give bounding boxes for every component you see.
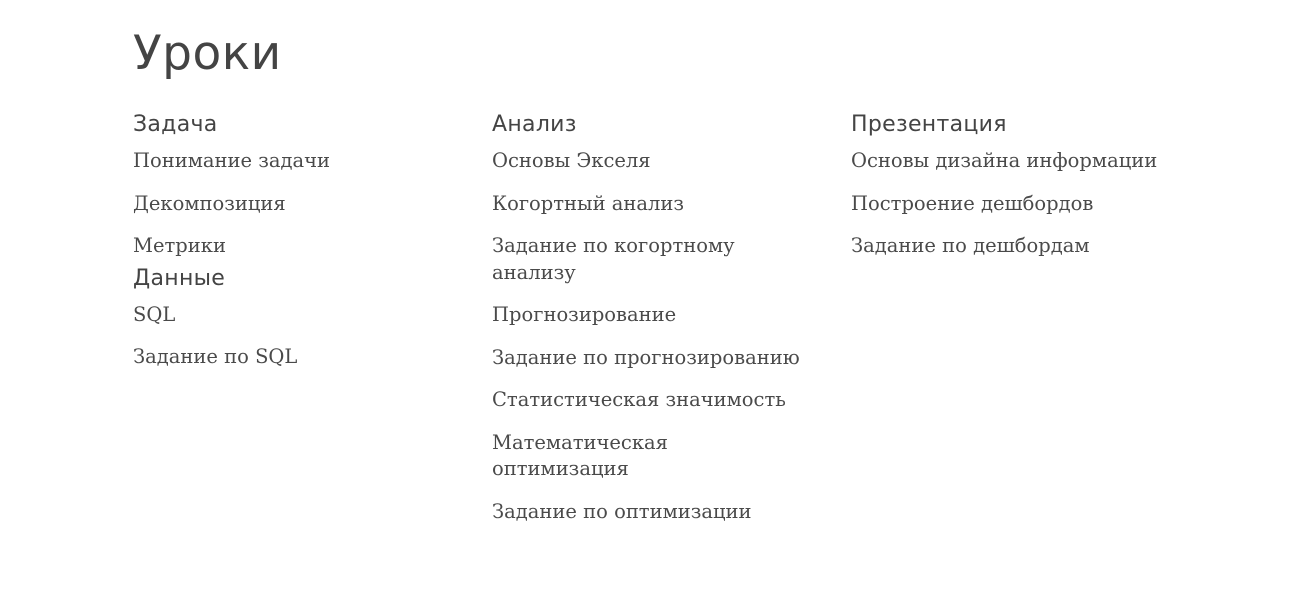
list-item bbox=[851, 191, 1211, 218]
section-heading-presentation: Презентация bbox=[851, 112, 1007, 137]
lesson-list-analysis bbox=[492, 148, 822, 525]
lesson-link-decomposition[interactable]: Декомпозиция bbox=[133, 191, 286, 215]
list-item bbox=[492, 345, 822, 372]
lesson-link-optimization-assignment[interactable]: Задание по оптимизации bbox=[492, 499, 752, 523]
list-item bbox=[492, 387, 822, 414]
lesson-list-presentation bbox=[851, 148, 1211, 260]
list-item bbox=[133, 344, 463, 371]
page-title: Уроки bbox=[133, 26, 282, 81]
lesson-link-dashboards-assignment[interactable]: Задание по дешбордам bbox=[851, 234, 1090, 257]
section-heading-data: Данные bbox=[133, 265, 226, 291]
list-item bbox=[492, 191, 822, 218]
lesson-link-metrics[interactable]: Метрики bbox=[133, 234, 226, 257]
lesson-link-understanding-task[interactable]: Понимание задачи bbox=[133, 149, 331, 172]
list-item bbox=[133, 233, 463, 260]
section-heading-analysis: Анализ bbox=[492, 112, 577, 137]
list-item bbox=[133, 191, 463, 218]
section-heading-task: Задача bbox=[133, 112, 218, 137]
lesson-link-sql[interactable]: SQL bbox=[133, 302, 176, 326]
lesson-link-cohort-analysis[interactable]: Когортный анализ bbox=[492, 191, 685, 215]
list-item bbox=[133, 148, 463, 175]
lesson-link-excel-basics[interactable]: Основы Экселя bbox=[492, 149, 651, 172]
lesson-link-forecasting-assignment[interactable]: Задание по прогнозированию bbox=[492, 345, 800, 369]
lesson-list-task bbox=[133, 148, 463, 260]
list-item bbox=[851, 148, 1211, 175]
list-item bbox=[492, 233, 822, 286]
list-item bbox=[492, 148, 822, 175]
lesson-link-dashboards[interactable]: Построение дешбордов bbox=[851, 191, 1094, 215]
list-item bbox=[133, 302, 463, 329]
column-analysis bbox=[492, 110, 822, 541]
lesson-link-math-optimization[interactable]: Математическая оптимизация bbox=[492, 430, 668, 480]
lesson-link-sql-assignment[interactable]: Задание по SQL bbox=[133, 345, 298, 368]
lesson-link-forecasting[interactable]: Прогнозирование bbox=[492, 303, 677, 326]
list-item bbox=[851, 233, 1211, 260]
column-tasks-data bbox=[133, 110, 463, 387]
list-item bbox=[492, 302, 822, 329]
lesson-link-cohort-assignment[interactable]: Задание по когортному анализу bbox=[492, 234, 735, 284]
list-item bbox=[492, 430, 822, 483]
lesson-link-infodesign-basics[interactable]: Основы дизайна информации bbox=[851, 149, 1158, 172]
lesson-link-statistical-significance[interactable]: Статистическая значимость bbox=[492, 388, 786, 411]
list-item bbox=[492, 499, 822, 526]
column-presentation bbox=[851, 110, 1211, 276]
lesson-list-data bbox=[133, 302, 463, 371]
